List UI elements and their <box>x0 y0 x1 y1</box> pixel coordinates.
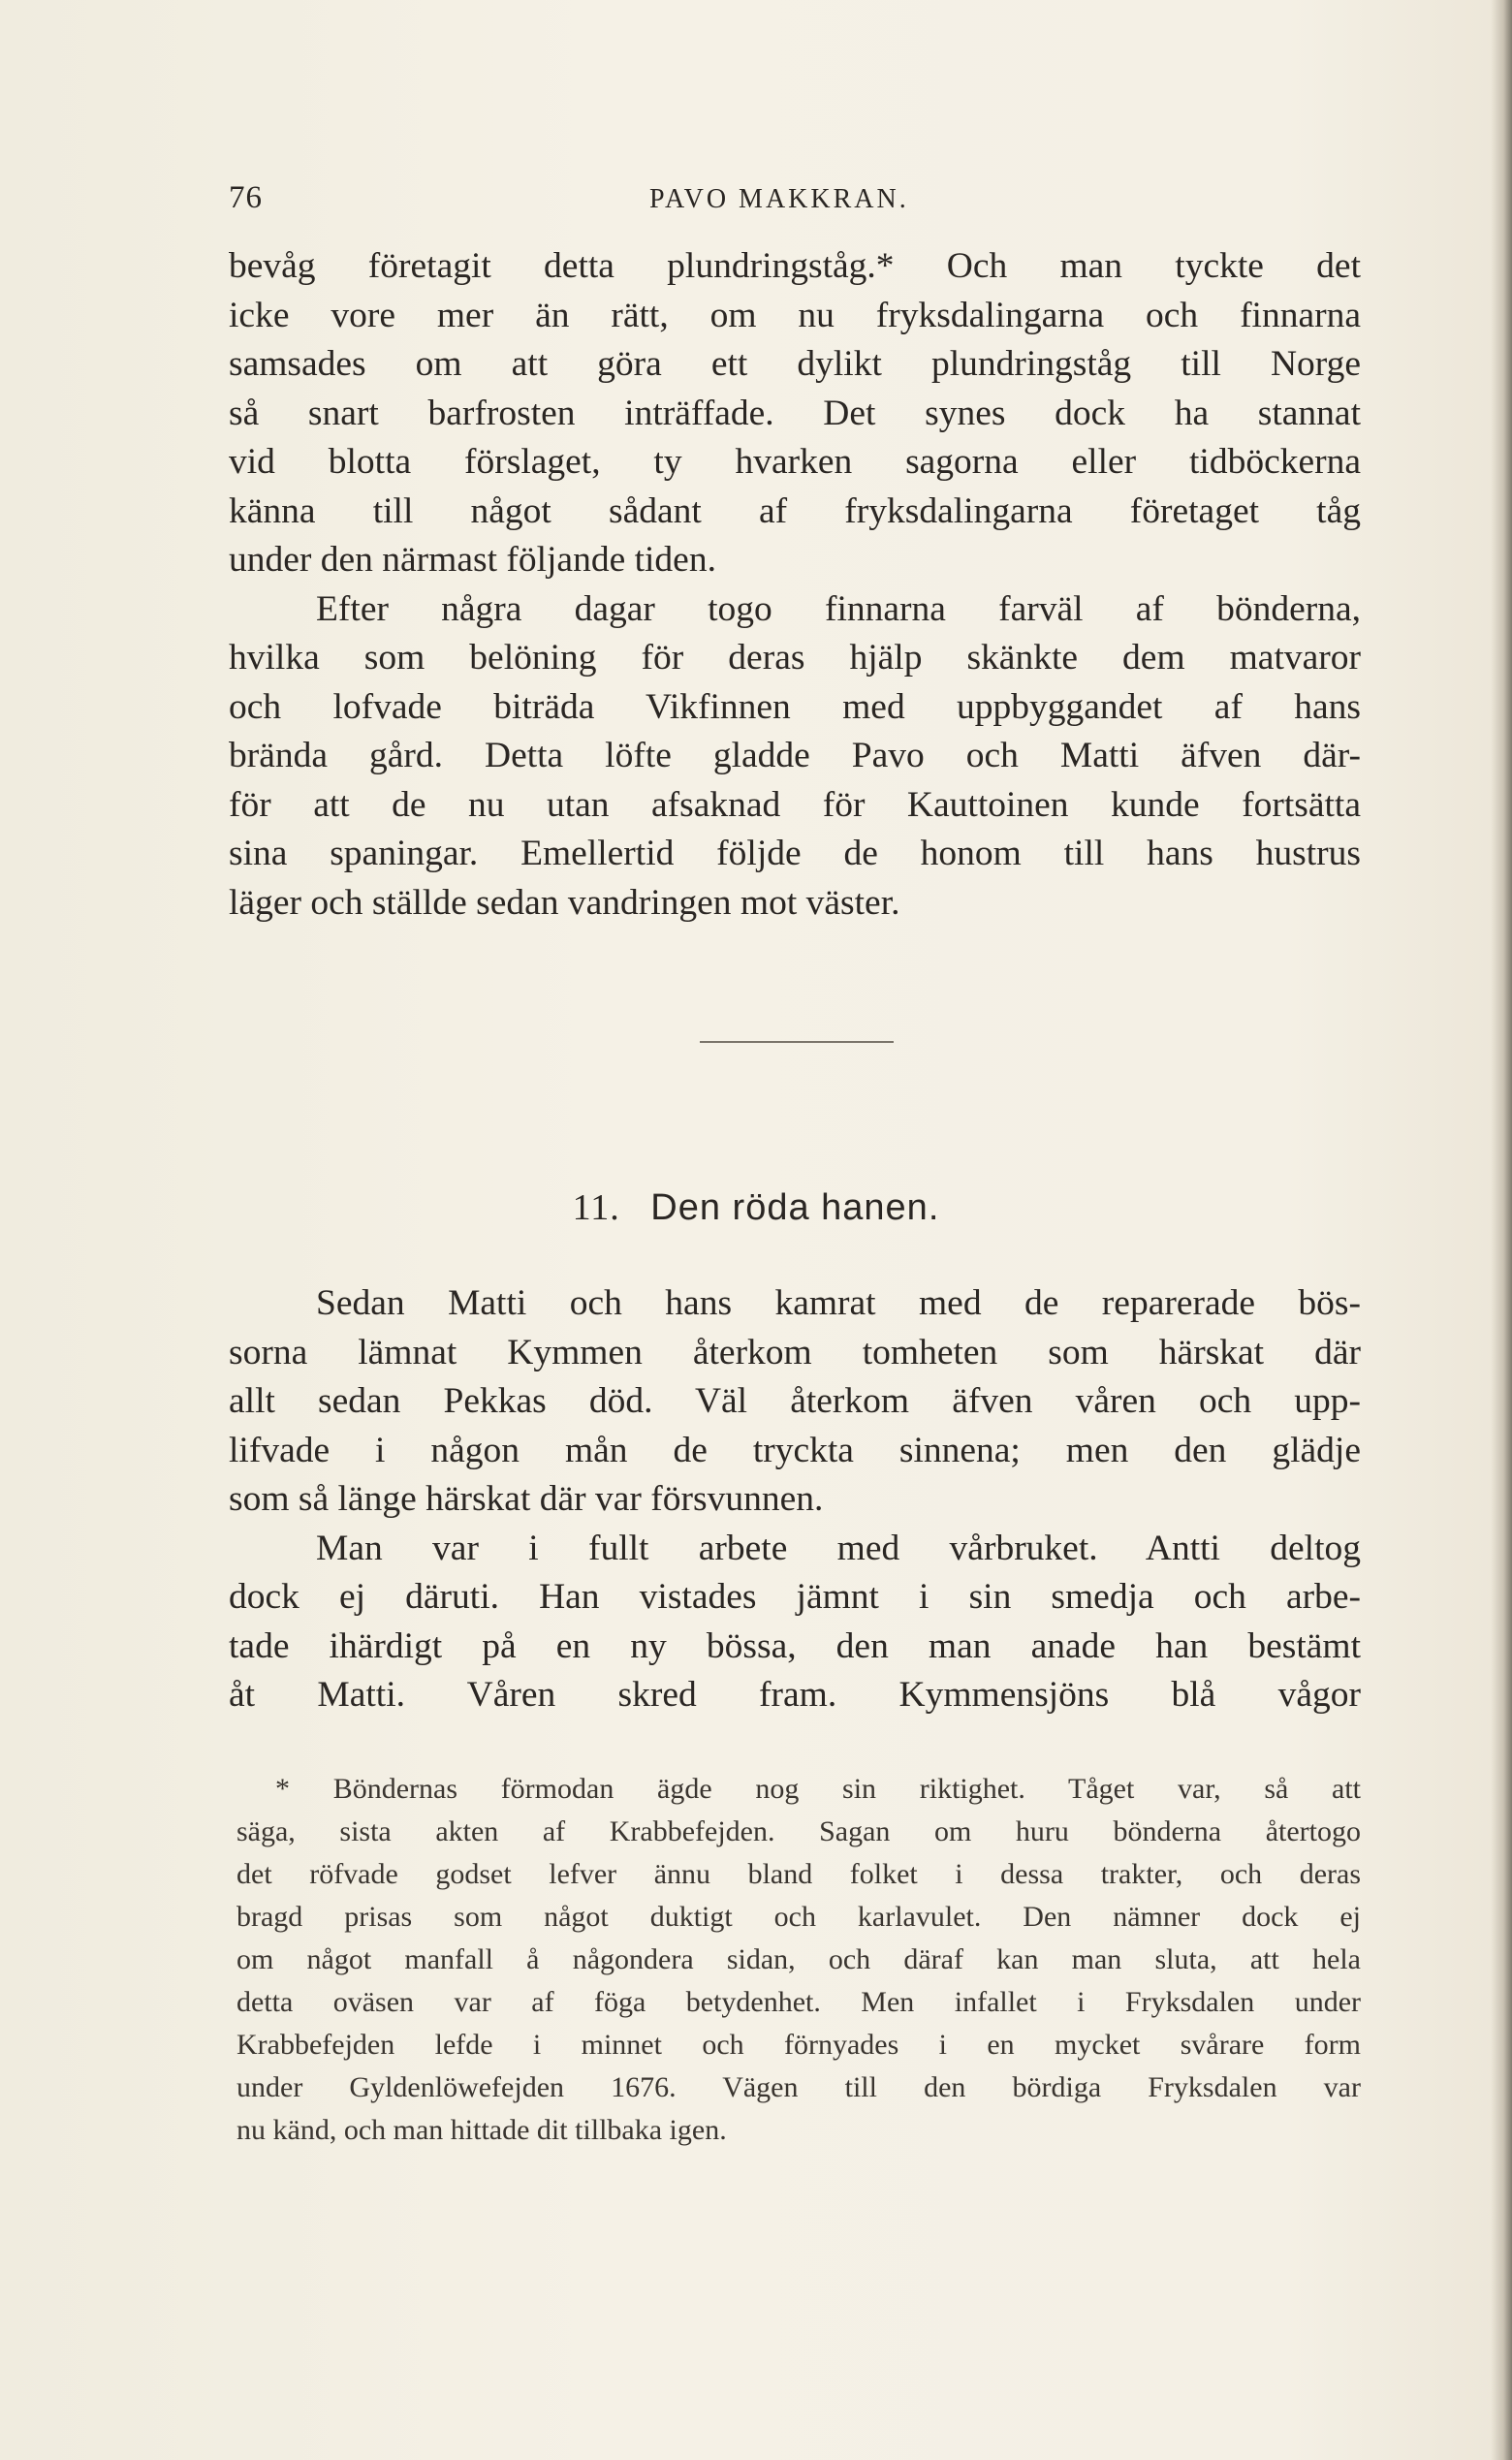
section-divider <box>700 1041 894 1043</box>
page-number: 76 <box>229 180 263 215</box>
text-line: läger och ställde sedan vandringen mot väster. <box>229 882 900 923</box>
footnote-line: om något manfall å någondera sidan, och däraf kan man sluta, att hela <box>236 1943 1361 1975</box>
text-line: hvilka som belöning för deras hjälp skänkte dem matvaror <box>229 638 1361 678</box>
running-title: PAVO MAKKRAN. <box>649 184 909 214</box>
text-line: Sedan Matti och hans kamrat med de reparerade bös- <box>316 1283 1361 1323</box>
text-line: och lofvade biträda Vikfinnen med uppbyggandet af hans <box>229 686 1361 727</box>
text-line: allt sedan Pekkas död. Väl återkom äfven våren och upp- <box>229 1381 1361 1421</box>
text-line: under den närmast följande tiden. <box>229 540 716 580</box>
footnote-line: Krabbefejden lefde i minnet och förnyades i en mycket svårare form <box>236 2029 1361 2061</box>
footnote-line: säga, sista akten af Krabbefejden. Sagan om huru bönderna återtogo <box>236 1815 1361 1847</box>
footnote-line: * Böndernas förmodan ägde nog sin riktighet. Tåget var, så att <box>275 1773 1361 1805</box>
text-section-1 <box>229 242 1361 928</box>
text-line: åt Matti. Våren skred fram. Kymmensjöns blå vågor <box>229 1675 1361 1715</box>
text-line: sorna lämnat Kymmen återkom tomheten som härskat där <box>229 1332 1361 1372</box>
text-line: för att de nu utan afsaknad för Kauttoinen kunde fortsätta <box>229 784 1361 825</box>
text-line: känna till något sådant af fryksdalingarna företaget tåg <box>229 490 1361 531</box>
text-line: brända gård. Detta löfte gladde Pavo och Matti äfven där- <box>229 736 1361 775</box>
text-line: som så länge härskat där var försvunnen. <box>229 1479 824 1519</box>
text-line: bevåg företagit detta plundringståg.* Och man tyckte det <box>229 246 1361 286</box>
footnote-line: bragd prisas som något duktigt och karlavulet. Den nämner dock ej <box>236 1901 1361 1933</box>
page-edge-shadow <box>1491 0 1512 2460</box>
text-line: samsades om att göra ett dylikt plundringståg till Norge <box>229 344 1361 384</box>
page-header <box>229 180 1361 219</box>
footnote-line: det röfvade godset lefver ännu bland folket i dessa trakter, och deras <box>236 1858 1361 1890</box>
text-line: dock ej däruti. Han vistades jämnt i sin smedja och arbe- <box>229 1577 1361 1617</box>
footnote-line: detta oväsen var af föga betydenhet. Men infallet i Fryksdalen under <box>236 1986 1361 2018</box>
text-line: Man var i fullt arbete med vårbruket. Antti deltog <box>316 1528 1361 1568</box>
text-line: lifvade i någon mån de tryckta sinnena; men den glädje <box>229 1430 1361 1470</box>
footnote <box>236 1768 1361 2152</box>
chapter-title: Den röda hanen. <box>650 1187 940 1228</box>
text-section-2 <box>229 1279 1361 1720</box>
text-line: så snart barfrosten inträffade. Det synes dock ha stannat <box>229 393 1361 433</box>
text-line: sina spaningar. Emellertid följde de honom till hans hustrus <box>229 834 1361 873</box>
chapter-number: 11. <box>572 1187 620 1228</box>
footnote-line: nu känd, och man hittade dit tillbaka igen. <box>236 2114 727 2146</box>
chapter-heading <box>0 1186 1512 1229</box>
text-line: vid blotta förslaget, ty hvarken sagorna eller tidböckerna <box>229 442 1361 482</box>
text-line: tade ihärdigt på en ny bössa, den man anade han bestämt <box>229 1625 1361 1666</box>
text-line: icke vore mer än rätt, om nu fryksdalingarna och finnarna <box>229 295 1361 335</box>
text-line: Efter några dagar togo finnarna farväl af bönderna, <box>316 588 1361 629</box>
footnote-line: under Gyldenlöwefejden 1676. Vägen till den bördiga Fryksdalen var <box>236 2071 1361 2103</box>
